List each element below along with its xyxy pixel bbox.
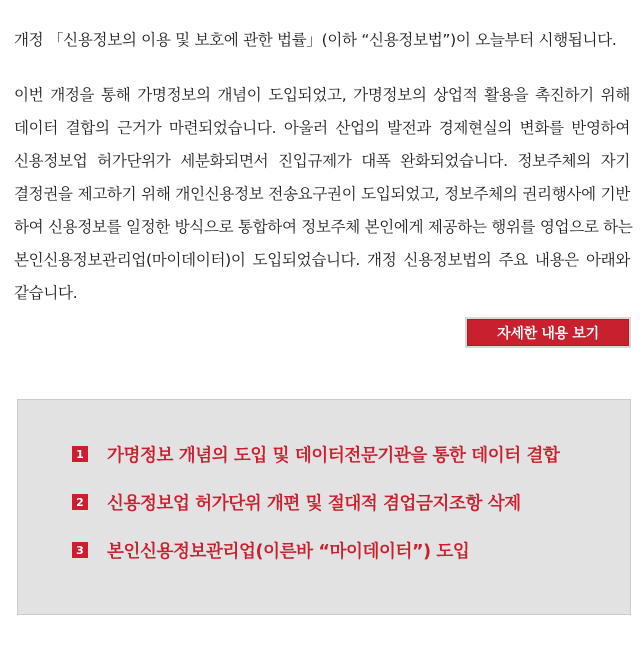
body-line: 데이터 결합의 근거가 마련되었습니다. 아울러 산업의 발전과 경제현실의 변화를 반영하여: [14, 119, 630, 137]
body-line: 본인신용정보관리업(마이데이터)이 도입되었습니다. 개정 신용정보법의 주요 내용은 아래와: [14, 251, 630, 269]
body-line: 이번 개정을 통해 가명정보의 개념이 도입되었고, 가명정보의 상업적 활용을 촉진하기 위해: [14, 86, 630, 104]
view-details-button[interactable]: 자세한 내용 보기: [465, 317, 631, 348]
number-badge: 2: [72, 494, 88, 510]
summary-item: [72, 442, 559, 466]
body-paragraph: [14, 79, 633, 310]
summary-list: [72, 442, 559, 586]
summary-item-text: 가명정보 개념의 도입 및 데이터전문기관을 통한 데이터 결합: [107, 445, 560, 466]
number-badge: 1: [72, 446, 88, 462]
summary-item-text: 신용정보업 허가단위 개편 및 절대적 겸업금지조항 삭제: [107, 493, 521, 514]
summary-item: [72, 538, 559, 562]
body-line: 하여 신용정보를 일정한 방식으로 통합하여 정보주체 본인에게 제공하는 행위를 영업으로 하는: [14, 218, 633, 236]
summary-item: [72, 490, 559, 514]
number-badge: 3: [72, 542, 88, 558]
body-line: 같습니다.: [14, 284, 78, 302]
body-line: 신용정보업 허가단위가 세분화되면서 진입규제가 대폭 완화되었습니다. 정보주체의 자기: [14, 152, 630, 170]
summary-item-text: 본인신용정보관리업(이른바 “마이데이터”) 도입: [107, 541, 470, 562]
summary-box: [17, 399, 631, 615]
intro-paragraph: 개정 「신용정보의 이용 및 보호에 관한 법률」(이하 “신용정보법”)이 오늘부터 시행됩니다.: [14, 31, 617, 49]
body-line: 결정권을 제고하기 위해 개인신용정보 전송요구권이 도입되었고, 정보주체의 권리행사에 기반: [14, 185, 630, 203]
